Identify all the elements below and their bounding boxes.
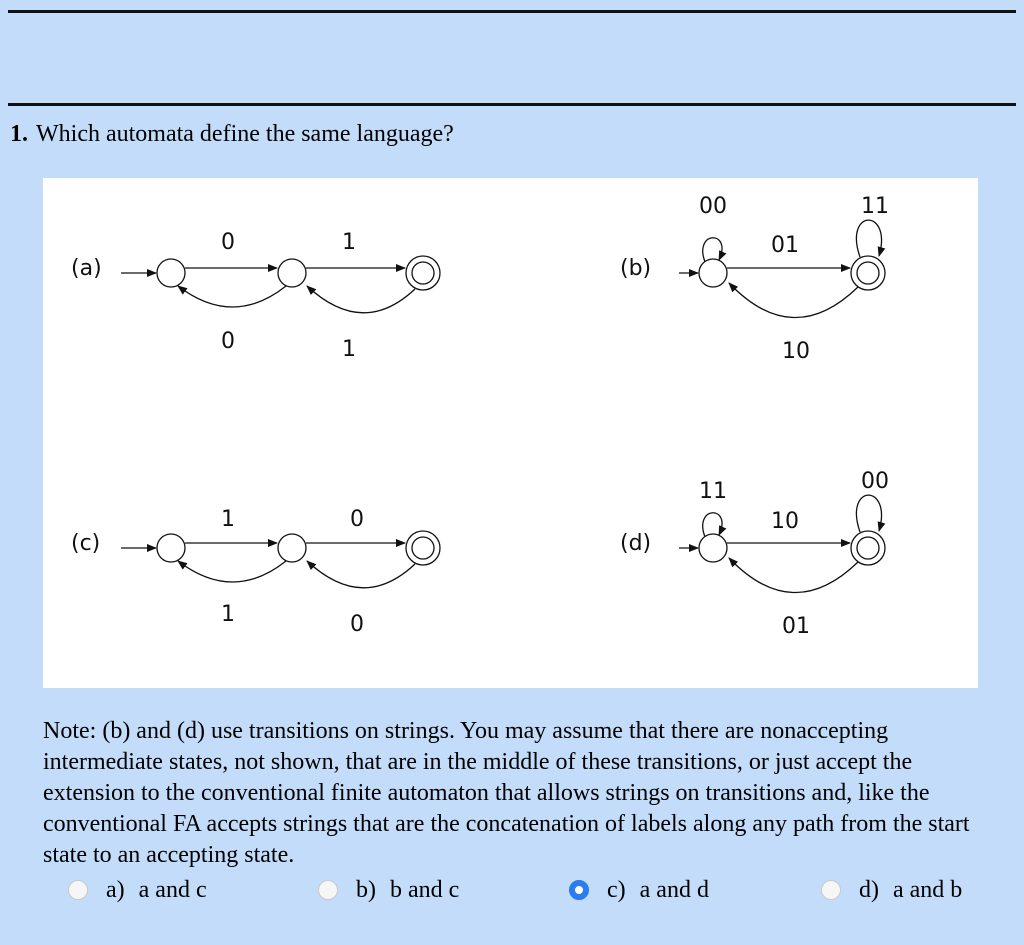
label-c-bottom-1: 1	[221, 602, 235, 627]
label-c-top-2: 0	[350, 507, 364, 532]
label-c-top-1: 1	[221, 507, 235, 532]
automaton-c	[121, 531, 440, 588]
option-letter: a)	[106, 876, 125, 903]
edge-2-1	[178, 286, 286, 307]
label-d-loop-left: 11	[699, 479, 727, 504]
label-d-back: 01	[782, 614, 810, 639]
option-text: a and d	[639, 876, 709, 903]
edge-accept-2	[307, 561, 415, 588]
answer-option-b[interactable]	[318, 876, 459, 904]
question-text: Which automata define the same language?	[36, 121, 454, 147]
option-letter: b)	[356, 876, 376, 903]
panel-tag-a: (a)	[71, 256, 102, 281]
question-prompt	[10, 119, 454, 149]
automata-diagram	[43, 178, 978, 688]
state-2	[278, 259, 306, 287]
panel-tag-d: (d)	[620, 531, 652, 556]
self-loop-right	[856, 220, 881, 257]
self-loop-left	[703, 513, 722, 537]
label-d-loop-right: 00	[861, 469, 889, 494]
accept-state	[851, 531, 885, 565]
label-b-loop-right: 11	[861, 194, 889, 219]
label-a-bottom-2: 1	[342, 337, 356, 362]
note-text: Note: (b) and (d) use transitions on strings. You may assume that there are nonaccepting intermediate states, not shown, that are in the middle of these transitions, or just accept the extension to the conventional finite automaton that allows strings on transitions and, like the conventional FA accepts strings that are the concatenation of labels along any path from the start state to an accepting state.	[43, 718, 970, 868]
label-d-forward: 10	[771, 509, 799, 534]
self-loop-left	[703, 238, 722, 262]
answer-option-d[interactable]	[821, 876, 962, 904]
label-b-forward: 01	[771, 233, 799, 258]
option-text: a and c	[138, 876, 207, 903]
state-1	[157, 534, 185, 562]
state-1	[699, 534, 727, 562]
state-2	[278, 534, 306, 562]
option-text: a and b	[893, 876, 963, 903]
edge-2-1	[178, 561, 286, 582]
radio-button[interactable]	[68, 880, 88, 900]
option-text: b and c	[390, 876, 460, 903]
label-a-top-1: 0	[221, 230, 235, 255]
accept-state	[851, 256, 885, 290]
answer-option-a[interactable]	[68, 876, 207, 904]
label-a-bottom-1: 0	[221, 329, 235, 354]
panel-tag-b: (b)	[620, 256, 652, 281]
radio-button-selected[interactable]	[569, 880, 589, 900]
self-loop-right	[856, 495, 881, 532]
label-b-back: 10	[782, 339, 810, 364]
option-letter: d)	[859, 876, 879, 903]
radio-button[interactable]	[821, 880, 841, 900]
label-b-loop-left: 00	[699, 194, 727, 219]
automaton-a	[121, 256, 440, 313]
accept-state	[406, 531, 440, 565]
top-divider	[8, 10, 1016, 13]
option-letter: c)	[607, 876, 626, 903]
accept-state	[406, 256, 440, 290]
question-number: 1.	[10, 121, 28, 147]
automata-figure	[43, 178, 978, 688]
state-1	[699, 259, 727, 287]
label-a-top-2: 1	[342, 230, 356, 255]
edge-accept-2	[307, 286, 415, 313]
panel-tag-c: (c)	[71, 531, 101, 556]
label-c-bottom-2: 0	[350, 612, 364, 637]
edge-back	[729, 283, 858, 318]
radio-button[interactable]	[318, 880, 338, 900]
answer-option-c[interactable]	[569, 876, 709, 904]
edge-back	[729, 558, 858, 593]
question-divider	[8, 103, 1016, 106]
state-1	[157, 259, 185, 287]
